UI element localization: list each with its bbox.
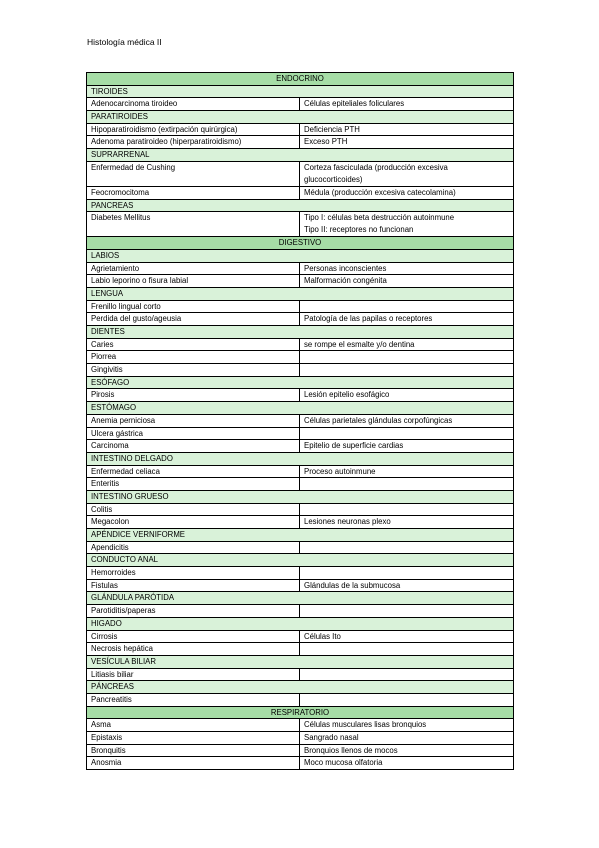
- table-row: [87, 300, 514, 313]
- table-row: [87, 98, 514, 111]
- table-row: [87, 757, 514, 770]
- note-cell: Personas inconscientes: [300, 262, 514, 275]
- table-row: [87, 465, 514, 478]
- table-row: [87, 351, 514, 364]
- organ-header: PÁNCREAS: [87, 681, 514, 694]
- table-row: [87, 123, 514, 136]
- table-row: [87, 503, 514, 516]
- organ-header-row: [87, 199, 514, 212]
- disease-cell: Gingivitis: [87, 364, 300, 377]
- note-cell: [300, 643, 514, 656]
- note-cell: Lesión epitelio esofágico: [300, 389, 514, 402]
- table-row: [87, 719, 514, 732]
- note-cell: [300, 161, 514, 186]
- organ-header-row: [87, 490, 514, 503]
- table-row: [87, 516, 514, 529]
- note-cell: [300, 364, 514, 377]
- note-cell: Patología de las papilas o receptores: [300, 313, 514, 326]
- note-cell: Epitelio de superficie cardias: [300, 440, 514, 453]
- note-cell: se rompe el esmalte y/o dentina: [300, 338, 514, 351]
- note-cell: Células parietales glándulas corpofúngicas: [300, 414, 514, 427]
- note-cell: Médula (producción excesiva catecolamina): [300, 186, 514, 199]
- disease-cell: Necrosis hepática: [87, 643, 300, 656]
- disease-cell: Perdida del gusto/ageusia: [87, 313, 300, 326]
- note-cell: Lesiones neuronas plexo: [300, 516, 514, 529]
- note-line: Corteza fasciculada (producción excesiva: [304, 162, 448, 172]
- table-row: [87, 605, 514, 618]
- note-cell: Sangrado nasal: [300, 732, 514, 745]
- disease-cell: Piorrea: [87, 351, 300, 364]
- organ-header: ESÓFAGO: [87, 376, 514, 389]
- note-cell: Células Ito: [300, 630, 514, 643]
- note-cell: Exceso PTH: [300, 136, 514, 149]
- note-cell: Proceso autoinmune: [300, 465, 514, 478]
- table-row: [87, 414, 514, 427]
- note-cell: Células epiteliales foliculares: [300, 98, 514, 111]
- note-cell: [300, 478, 514, 491]
- organ-header-row: [87, 681, 514, 694]
- organ-header-row: [87, 655, 514, 668]
- table-row: [87, 262, 514, 275]
- table-row: [87, 744, 514, 757]
- note-cell: [300, 605, 514, 618]
- disease-cell: Bronquitis: [87, 744, 300, 757]
- note-cell: Moco mucosa olfatoria: [300, 757, 514, 770]
- organ-header: INTESTINO DELGADO: [87, 452, 514, 465]
- table-row: [87, 440, 514, 453]
- organ-header-row: [87, 554, 514, 567]
- note-cell: [300, 541, 514, 554]
- organ-header-row: [87, 326, 514, 339]
- system-header-row: [87, 237, 514, 250]
- organ-header-row: [87, 529, 514, 542]
- note-cell: Malformación congénita: [300, 275, 514, 288]
- note-cell: [300, 351, 514, 364]
- table-body: [87, 73, 514, 770]
- note-cell: [300, 300, 514, 313]
- table-row: [87, 630, 514, 643]
- disease-cell: Enteritis: [87, 478, 300, 491]
- organ-header-row: [87, 592, 514, 605]
- organ-header: INTESTINO GRUESO: [87, 490, 514, 503]
- disease-cell: Enfermedad de Cushing: [87, 161, 300, 186]
- note-cell: Bronquios llenos de mocos: [300, 744, 514, 757]
- organ-header: DIENTES: [87, 326, 514, 339]
- organ-header: HIGADO: [87, 617, 514, 630]
- disease-cell: Caries: [87, 338, 300, 351]
- disease-cell: Hemorroides: [87, 567, 300, 580]
- organ-header-row: [87, 402, 514, 415]
- disease-cell: Hipoparatiroidismo (extirpación quirúrgica): [87, 123, 300, 136]
- organ-header: VESÍCULA BILIAR: [87, 655, 514, 668]
- organ-header: PANCREAS: [87, 199, 514, 212]
- disease-cell: Diabetes Mellitus: [87, 212, 300, 237]
- organ-header: APÉNDICE VERNIFORME: [87, 529, 514, 542]
- disease-cell: Frenillo lingual corto: [87, 300, 300, 313]
- organ-header-row: [87, 111, 514, 124]
- disease-cell: Asma: [87, 719, 300, 732]
- disease-cell: Megacolon: [87, 516, 300, 529]
- note-cell: [300, 427, 514, 440]
- disease-cell: Anosmia: [87, 757, 300, 770]
- note-cell: [300, 668, 514, 681]
- note-cell: Deficiencia PTH: [300, 123, 514, 136]
- disease-cell: Adenocarcinoma tiroideo: [87, 98, 300, 111]
- disease-cell: Enfermedad celiaca: [87, 465, 300, 478]
- organ-header-row: [87, 149, 514, 162]
- table-row: [87, 541, 514, 554]
- note-line: Tipo II: receptores no funcionan: [304, 225, 414, 235]
- organ-header-row: [87, 287, 514, 300]
- disease-cell: Anemia perniciosa: [87, 414, 300, 427]
- system-header-row: [87, 73, 514, 86]
- disease-cell: Fistulas: [87, 579, 300, 592]
- organ-header: TIROIDES: [87, 85, 514, 98]
- note-cell: [300, 567, 514, 580]
- disease-cell: Agrietamiento: [87, 262, 300, 275]
- table-row: [87, 275, 514, 288]
- note-cell: Glándulas de la submucosa: [300, 579, 514, 592]
- organ-header-row: [87, 85, 514, 98]
- table-row: [87, 427, 514, 440]
- system-header: ENDOCRINO: [87, 73, 514, 86]
- table-row: [87, 643, 514, 656]
- note-cell: [300, 212, 514, 237]
- disease-cell: Pirosis: [87, 389, 300, 402]
- organ-header: CONDUCTO ANAL: [87, 554, 514, 567]
- table-row: [87, 161, 514, 186]
- table-row: [87, 313, 514, 326]
- disease-cell: Adenoma paratiroideo (hiperparatiroidismo): [87, 136, 300, 149]
- disease-cell: Ulcera gástrica: [87, 427, 300, 440]
- system-header-row: [87, 706, 514, 719]
- disease-cell: Carcinoma: [87, 440, 300, 453]
- disease-cell: Parotiditis/paperas: [87, 605, 300, 618]
- disease-cell: Feocromocitoma: [87, 186, 300, 199]
- organ-header: ESTÓMAGO: [87, 402, 514, 415]
- organ-header-row: [87, 376, 514, 389]
- table-row: [87, 212, 514, 237]
- document-header: Histología médica II: [87, 37, 162, 47]
- disease-cell: Colitis: [87, 503, 300, 516]
- table-row: [87, 186, 514, 199]
- organ-header: SUPRARRENAL: [87, 149, 514, 162]
- disease-cell: Labio leporino o fisura labial: [87, 275, 300, 288]
- organ-header: PARATIROIDES: [87, 111, 514, 124]
- table-row: [87, 136, 514, 149]
- note-line: glucocorticoides): [304, 174, 363, 184]
- disease-cell: Litiasis biliar: [87, 668, 300, 681]
- system-header: DIGESTIVO: [87, 237, 514, 250]
- organ-header: LENGUA: [87, 287, 514, 300]
- table-row: [87, 732, 514, 745]
- note-cell: [300, 693, 514, 706]
- note-line: Tipo I: células beta destrucción autoinmune: [304, 213, 455, 223]
- organ-header-row: [87, 617, 514, 630]
- organ-header-row: [87, 452, 514, 465]
- histology-table: [86, 72, 514, 770]
- organ-header: GLÁNDULA PARÓTIDA: [87, 592, 514, 605]
- organ-header: LABIOS: [87, 249, 514, 262]
- table-row: [87, 478, 514, 491]
- disease-cell: Cirrosis: [87, 630, 300, 643]
- table-row: [87, 338, 514, 351]
- note-cell: [300, 503, 514, 516]
- disease-cell: Pancreatitis: [87, 693, 300, 706]
- table-row: [87, 693, 514, 706]
- disease-cell: Epistaxis: [87, 732, 300, 745]
- organ-header-row: [87, 249, 514, 262]
- table-row: [87, 567, 514, 580]
- table-row: [87, 364, 514, 377]
- table-row: [87, 668, 514, 681]
- table-row: [87, 579, 514, 592]
- table-row: [87, 389, 514, 402]
- note-cell: Células musculares lisas bronquios: [300, 719, 514, 732]
- system-header: RESPIRATORIO: [87, 706, 514, 719]
- disease-cell: Apendicitis: [87, 541, 300, 554]
